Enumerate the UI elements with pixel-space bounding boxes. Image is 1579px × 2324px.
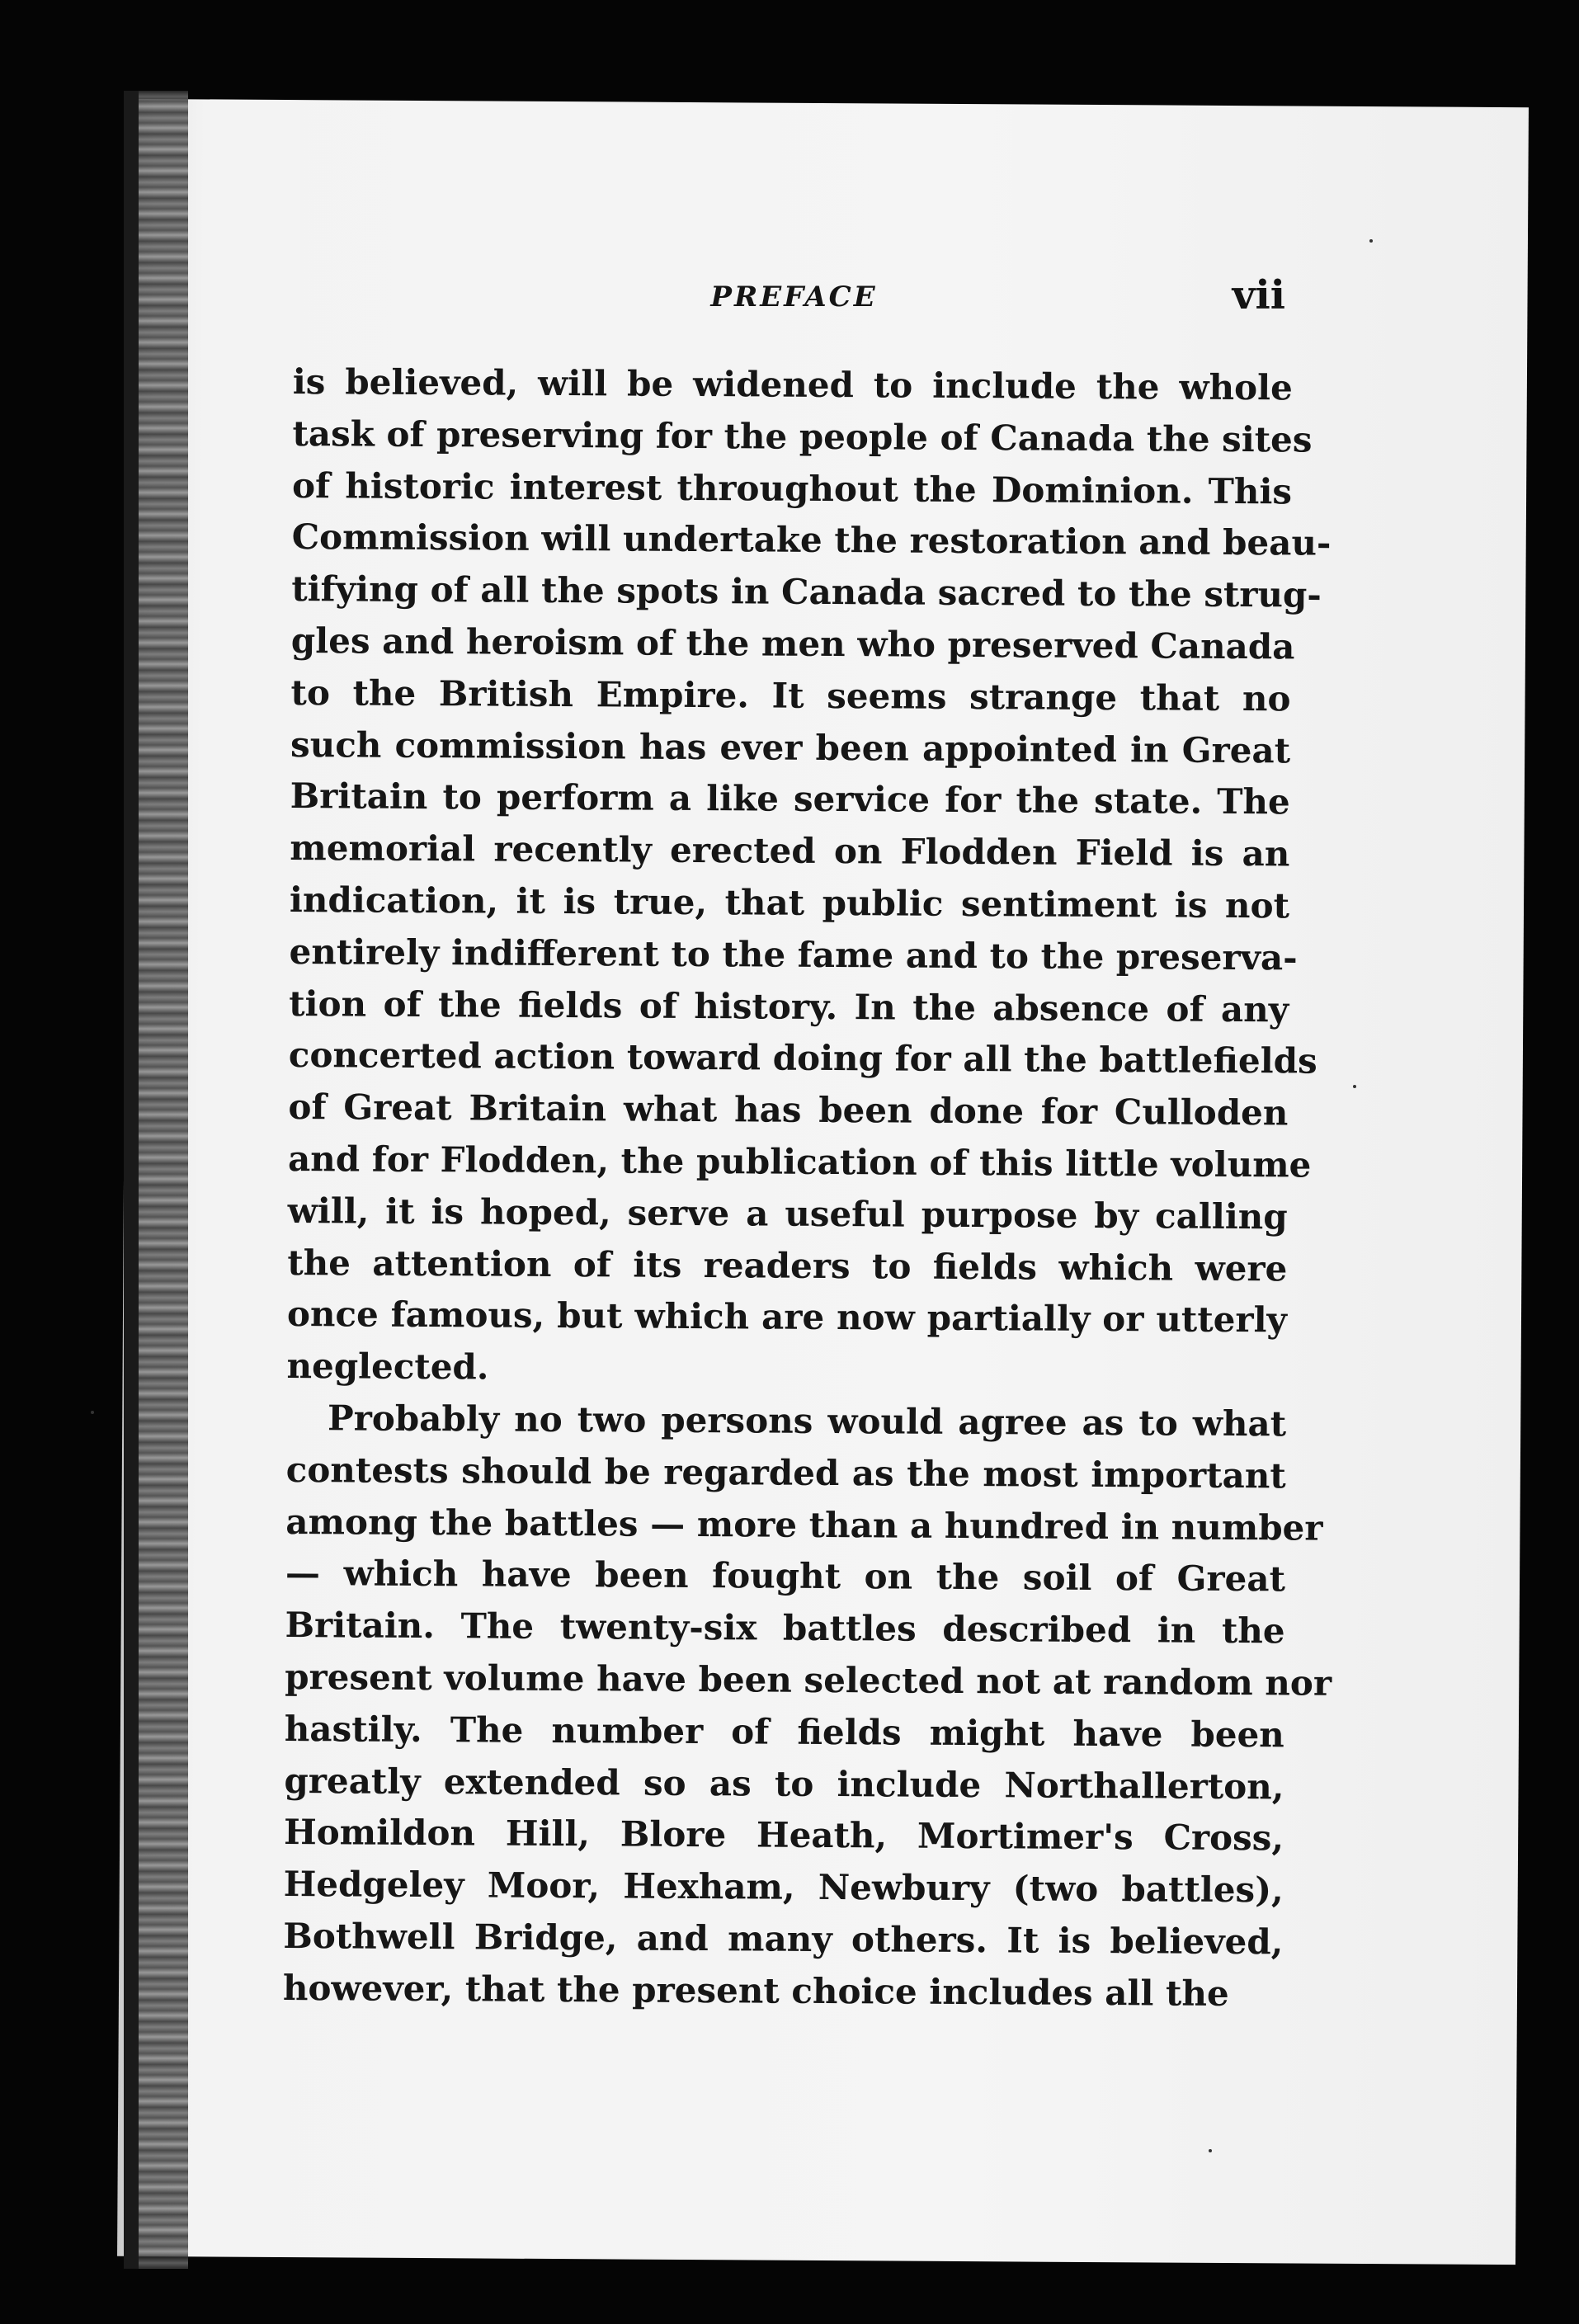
text-line: hastily. The number of fields might have been: [284, 1708, 1284, 1756]
text-line: contests should be regarded as the most important: [285, 1449, 1286, 1497]
text-line: Britain. The twenty-six battles described in the: [285, 1605, 1285, 1652]
dust-speck: [1353, 1085, 1356, 1088]
text-line: Bothwell Bridge, and many others. It is believed,: [283, 1915, 1284, 1963]
binding-edge: [124, 91, 139, 2269]
text-line: tifying of all the spots in Canada sacred to the strug-: [291, 568, 1322, 615]
text-line: is believed, will be widened to include the whole: [292, 361, 1293, 408]
text-line: Homildon Hill, Blore Heath, Mortimer's Cross,: [283, 1812, 1284, 1859]
text-line: will, it is hoped, serve a useful purpose by calling: [287, 1190, 1288, 1237]
text-line: Hedgeley Moor, Hexham, Newbury (two battles),: [283, 1864, 1284, 1911]
text-line: neglected.: [286, 1346, 489, 1388]
text-line: of historic interest throughout the Dominion. This: [291, 464, 1293, 511]
dust-speck: [1369, 239, 1373, 243]
text-line: Probably no two persons would agree as to what: [327, 1398, 1287, 1445]
text-line: entirely indifferent to the fame and to the preserva-: [289, 931, 1298, 978]
text-line: task of preserving for the people of Canada the sites: [292, 412, 1313, 460]
text-line: concerted action toward doing for all the battlefields: [288, 1035, 1317, 1082]
text-line: indication, it is true, that public sentiment is not: [289, 879, 1290, 926]
text-line: memorial recently erected on Flodden Field is an: [290, 827, 1290, 874]
text-line: gles and heroism of the men who preserved Canada: [290, 620, 1295, 667]
text-line: Britain to perform a like service for the state. The: [290, 775, 1290, 823]
dust-speck: [1209, 2149, 1212, 2152]
text-line: among the battles — more than a hundred in number: [285, 1501, 1323, 1549]
dust-speck: [91, 1411, 94, 1414]
text-line: greatly extended so as to include Northallerton,: [284, 1760, 1284, 1807]
running-head: PREFACE: [710, 280, 878, 313]
text-line: and for Flodden, the publication of this little volume: [287, 1138, 1312, 1186]
text-line: — which have been fought on the soil of Great: [285, 1553, 1286, 1600]
text-line: present volume have been selected not at random nor: [285, 1656, 1332, 1704]
text-line: Commission will undertake the restoration and beau-: [291, 516, 1332, 564]
body-text: [282, 356, 1332, 2020]
page-header: [293, 272, 1295, 330]
page-number: vii: [1232, 272, 1285, 318]
text-line: such commission has ever been appointed in Great: [290, 724, 1291, 771]
text-line: of Great Britain what has been done for Culloden: [288, 1087, 1289, 1134]
text-line: once famous, but which are now partially or utterly: [286, 1294, 1288, 1341]
text-line: the attention of its readers to fields which were: [287, 1242, 1288, 1289]
text-line: tion of the fields of history. In the absence of any: [289, 983, 1289, 1030]
text-line: however, that the present choice includes all the: [282, 1967, 1229, 2014]
text-line: to the British Empire. It seems strange that no: [290, 672, 1291, 719]
